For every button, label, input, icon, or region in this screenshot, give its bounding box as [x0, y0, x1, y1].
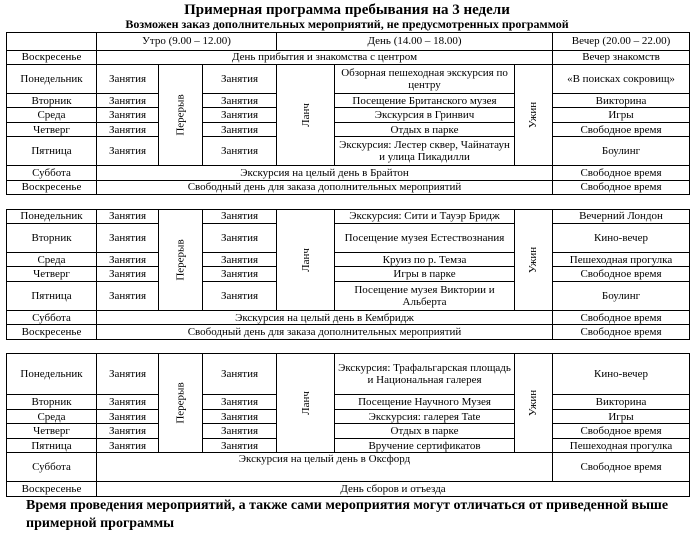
table-row: [7, 310, 690, 324]
evening-activity: Свободное время: [553, 424, 690, 438]
table-row: [7, 252, 690, 266]
morning-class: Занятия: [97, 395, 159, 409]
table-row: [7, 108, 690, 122]
evening-activity: Пешеходная прогулка: [553, 252, 690, 266]
table-row: [7, 281, 690, 310]
day-name: Вторник: [7, 224, 97, 253]
morning-class: Занятия: [97, 409, 159, 423]
late-morning-class: Занятия: [203, 65, 277, 94]
late-morning-class: Занятия: [203, 224, 277, 253]
day-name: Вторник: [7, 395, 97, 409]
footer-note: Время проведения мероприятий, а также сами мероприятия могут отличаться от приведенной выше примерной программы: [26, 498, 669, 531]
full-day-activity: Экскурсия на целый день в Брайтон: [97, 166, 553, 180]
break-cell: [159, 209, 203, 310]
table-row: [7, 395, 690, 409]
evening-activity: Свободное время: [553, 122, 690, 136]
day-name: Среда: [7, 252, 97, 266]
late-morning-class: Занятия: [203, 281, 277, 310]
table-row: [7, 50, 690, 64]
day-name: Понедельник: [7, 65, 97, 94]
full-day-activity: День прибытия и знакомства с центром: [97, 50, 553, 64]
separator-cell: [7, 339, 690, 353]
separator-cell: [7, 195, 690, 209]
week-separator: [7, 339, 690, 353]
break-cell: [159, 354, 203, 453]
afternoon-activity: Экскурсия: галерея Tate: [335, 409, 515, 423]
full-day-activity: Экскурсия на целый день в Оксфорд: [97, 453, 553, 482]
header-evening: Вечер (20.00 – 22.00): [553, 33, 690, 51]
evening-activity: Свободное время: [553, 267, 690, 281]
morning-class: Занятия: [97, 267, 159, 281]
lunch-label: Ланч: [299, 247, 312, 272]
full-day-activity: Свободный день для заказа дополнительных мероприятий: [97, 180, 553, 194]
morning-class: Занятия: [97, 424, 159, 438]
break-label: Перерыв: [174, 239, 187, 281]
afternoon-activity: Игры в парке: [335, 267, 515, 281]
morning-class: Занятия: [97, 354, 159, 395]
page-title: Примерная программа пребывания на 3 недели: [184, 2, 510, 18]
table-row: [7, 137, 690, 166]
evening-activity: Вечерний Лондон: [553, 209, 690, 223]
morning-class: Занятия: [97, 438, 159, 452]
day-name: Пятница: [7, 281, 97, 310]
header-day: День (14.00 – 18.00): [277, 33, 553, 51]
evening-activity: Свободное время: [553, 325, 690, 339]
late-morning-class: Занятия: [203, 108, 277, 122]
evening-activity: Боулинг: [553, 137, 690, 166]
dinner-cell: [515, 209, 553, 310]
morning-class: Занятия: [97, 252, 159, 266]
table-row: [7, 65, 690, 94]
morning-class: Занятия: [97, 209, 159, 223]
evening-activity: Пешеходная прогулка: [553, 438, 690, 452]
table-row: [7, 209, 690, 223]
dinner-label: Ужин: [527, 102, 540, 129]
day-name: Среда: [7, 409, 97, 423]
table-row: [7, 166, 690, 180]
table-row: [7, 482, 690, 497]
evening-activity: Свободное время: [553, 166, 690, 180]
morning-class: Занятия: [97, 93, 159, 107]
afternoon-activity: Отдых в парке: [335, 424, 515, 438]
dinner-label: Ужин: [527, 246, 540, 273]
morning-class: Занятия: [97, 137, 159, 166]
table-row: [7, 438, 690, 452]
afternoon-activity: Экскурсия: Лестер сквер, Чайнатаун и улица Пикадилли: [335, 137, 515, 166]
table-row: [7, 224, 690, 253]
afternoon-activity: Отдых в парке: [335, 122, 515, 136]
day-name: Воскресенье: [7, 180, 97, 194]
evening-activity: Игры: [553, 409, 690, 423]
late-morning-class: Занятия: [203, 93, 277, 107]
full-day-activity: День сборов и отъезда: [97, 482, 690, 497]
late-morning-class: Занятия: [203, 438, 277, 452]
table-row: [7, 267, 690, 281]
day-name: Понедельник: [7, 209, 97, 223]
table-row: [7, 180, 690, 194]
day-name: Четверг: [7, 424, 97, 438]
morning-class: Занятия: [97, 224, 159, 253]
day-name: Пятница: [7, 137, 97, 166]
day-name: Вторник: [7, 93, 97, 107]
table-row: [7, 122, 690, 136]
lunch-cell: [277, 209, 335, 310]
afternoon-activity: Посещение музея Естествознания: [335, 224, 515, 253]
evening-activity: Вечер знакомств: [553, 50, 690, 64]
evening-activity: Викторина: [553, 395, 690, 409]
dinner-cell: [515, 65, 553, 166]
morning-class: Занятия: [97, 281, 159, 310]
late-morning-class: Занятия: [203, 395, 277, 409]
evening-activity: Свободное время: [553, 180, 690, 194]
day-name: Четверг: [7, 122, 97, 136]
late-morning-class: Занятия: [203, 137, 277, 166]
day-name: Суббота: [7, 310, 97, 324]
late-morning-class: Занятия: [203, 424, 277, 438]
full-day-activity: Экскурсия на целый день в Кембридж: [97, 310, 553, 324]
afternoon-activity: Посещение музея Виктории и Альберта: [335, 281, 515, 310]
table-row: [7, 424, 690, 438]
late-morning-class: Занятия: [203, 209, 277, 223]
header-day-cell: [7, 33, 97, 51]
evening-activity: Кино-вечер: [553, 224, 690, 253]
lunch-cell: [277, 65, 335, 166]
table-row: [7, 93, 690, 107]
day-name: Воскресенье: [7, 482, 97, 497]
day-name: Пятница: [7, 438, 97, 452]
evening-activity: Викторина: [553, 93, 690, 107]
evening-activity: Кино-вечер: [553, 354, 690, 395]
morning-class: Занятия: [97, 122, 159, 136]
late-morning-class: Занятия: [203, 122, 277, 136]
week-separator: [7, 195, 690, 209]
lunch-cell: [277, 354, 335, 453]
lunch-label: Ланч: [299, 391, 312, 416]
day-name: Четверг: [7, 267, 97, 281]
morning-class: Занятия: [97, 108, 159, 122]
afternoon-activity: Экскурсия в Гринвич: [335, 108, 515, 122]
table-row: [7, 325, 690, 339]
break-label: Перерыв: [174, 94, 187, 136]
schedule-table: [6, 32, 690, 497]
break-label: Перерыв: [174, 382, 187, 424]
afternoon-activity: Круиз по р. Темза: [335, 252, 515, 266]
dinner-cell: [515, 354, 553, 453]
evening-activity: «В поисках сокровищ»: [553, 65, 690, 94]
day-name: Суббота: [7, 166, 97, 180]
table-row: [7, 354, 690, 395]
afternoon-activity: Экскурсия: Трафальгарская площадь и Национальная галерея: [335, 354, 515, 395]
day-name: Воскресенье: [7, 325, 97, 339]
afternoon-activity: Посещение Научного Музея: [335, 395, 515, 409]
late-morning-class: Занятия: [203, 267, 277, 281]
afternoon-activity: Экскурсия: Сити и Тауэр Бридж: [335, 209, 515, 223]
table-row: [7, 453, 690, 482]
evening-activity: Свободное время: [553, 453, 690, 482]
lunch-label: Ланч: [299, 103, 312, 127]
afternoon-activity: Вручение сертификатов: [335, 438, 515, 452]
day-name: Среда: [7, 108, 97, 122]
break-cell: [159, 65, 203, 166]
morning-class: Занятия: [97, 65, 159, 94]
evening-activity: Свободное время: [553, 310, 690, 324]
evening-activity: Игры: [553, 108, 690, 122]
dinner-label: Ужин: [527, 390, 540, 417]
afternoon-activity: Посещение Британского музея: [335, 93, 515, 107]
header-morning: Утро (9.00 – 12.00): [97, 33, 277, 51]
header-row: [7, 33, 690, 51]
late-morning-class: Занятия: [203, 409, 277, 423]
page-subtitle: Возможен заказ дополнительных мероприятий, не предусмотренных программой: [125, 17, 569, 31]
late-morning-class: Занятия: [203, 252, 277, 266]
day-name: Понедельник: [7, 354, 97, 395]
afternoon-activity: Обзорная пешеходная экскурсия по центру: [335, 65, 515, 94]
day-name: Воскресенье: [7, 50, 97, 64]
full-day-activity: Свободный день для заказа дополнительных мероприятий: [97, 325, 553, 339]
late-morning-class: Занятия: [203, 354, 277, 395]
day-name: Суббота: [7, 453, 97, 482]
table-row: [7, 409, 690, 423]
evening-activity: Боулинг: [553, 281, 690, 310]
